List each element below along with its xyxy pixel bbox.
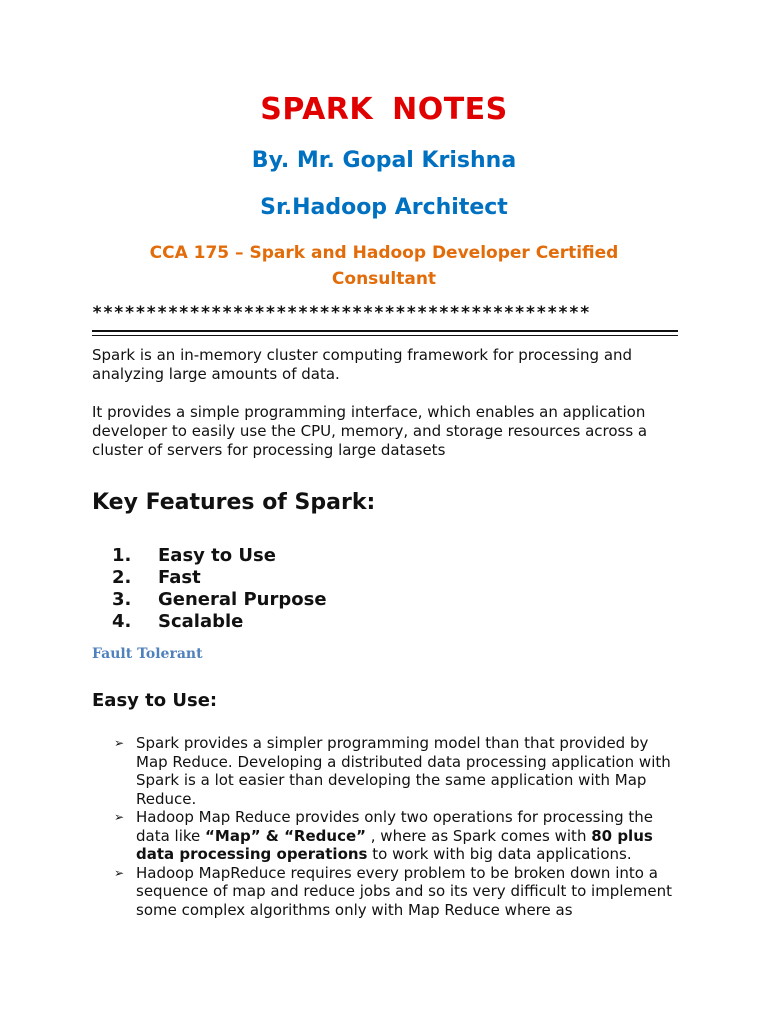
- list-item: [112, 864, 684, 920]
- bullet-emphasis: 80 plus data processing operations: [136, 826, 653, 863]
- bullet-text: to work with big data applications.: [367, 845, 632, 863]
- author-line: By. Mr. Gopal Krishna: [251, 148, 517, 173]
- fault-tolerant-label: Fault Tolerant: [92, 646, 203, 662]
- arrow-bullet-icon: ➢: [114, 736, 125, 750]
- list-item: [112, 567, 327, 589]
- separator-rule-thick: [92, 330, 678, 332]
- bullet-emphasis: “Map” & “Reduce”: [205, 826, 366, 845]
- list-item-label: Fast: [158, 567, 201, 588]
- bullet-text: Spark provides a simpler programming model than that provided by Map Reduce. Developing a distributed data processing application with Spark is a lot easier than developing the same application with Map Reduce.: [136, 734, 671, 808]
- list-item-number: 3.: [112, 589, 132, 610]
- page-title: SPARK NOTES: [260, 92, 508, 127]
- certification-line: CCA 175 – Spark and Hadoop Developer Certified Consultant: [149, 243, 619, 289]
- key-features-list: [112, 545, 327, 633]
- easy-to-use-heading: Easy to Use:: [92, 690, 218, 711]
- bullet-text: Hadoop MapReduce requires every problem to be broken down into a sequence of map and reduce jobs and so its very difficult to implement some complex algorithms only with Map Reduce where as: [136, 863, 672, 919]
- bullet-text: Hadoop Map Reduce provides only two operations for processing the data like: [136, 808, 654, 845]
- author-role: Sr.Hadoop Architect: [260, 195, 508, 220]
- separator-rule-thin: [92, 335, 678, 336]
- easy-to-use-bullets: [112, 734, 684, 919]
- key-features-heading: Key Features of Spark:: [92, 490, 376, 515]
- list-item: [112, 808, 684, 864]
- list-item-label: General Purpose: [158, 589, 327, 610]
- asterisk-separator: **********************************************: [92, 303, 591, 323]
- arrow-bullet-icon: ➢: [114, 810, 125, 824]
- intro-paragraph-2: It provides a simple programming interface, which enables an application developer to easily use the CPU, memory, and storage resources across a cluster of servers for processing large datasets: [92, 403, 648, 459]
- intro-paragraph-1: Spark is an in-memory cluster computing framework for processing and analyzing large amounts of data.: [92, 346, 633, 383]
- list-item: [112, 734, 684, 808]
- list-item: [112, 611, 327, 633]
- bullet-text: , where as Spark comes with: [366, 826, 592, 845]
- list-item-label: Easy to Use: [158, 545, 276, 566]
- list-item-number: 4.: [112, 611, 132, 632]
- list-item: [112, 589, 327, 611]
- arrow-bullet-icon: ➢: [114, 865, 125, 880]
- list-item-label: Scalable: [158, 611, 244, 632]
- list-item-number: 1.: [112, 545, 132, 566]
- list-item-number: 2.: [112, 567, 132, 588]
- list-item: [112, 545, 327, 567]
